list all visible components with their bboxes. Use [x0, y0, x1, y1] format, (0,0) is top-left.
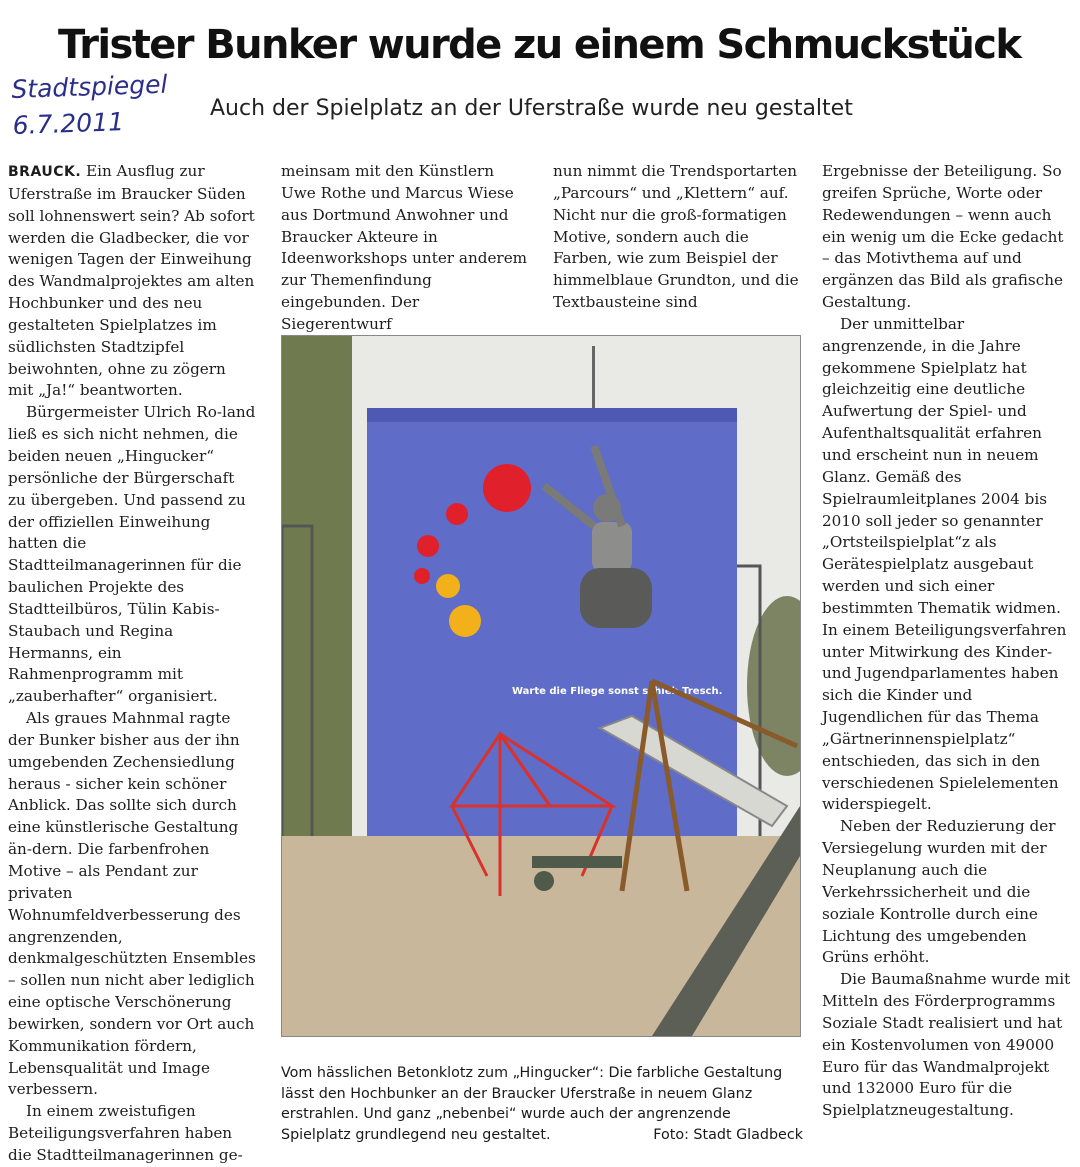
handwritten-source: Stadtspiegel: [10, 69, 168, 105]
trees-left: [282, 336, 352, 836]
paint-splash: [483, 464, 531, 512]
bunker-roof: [367, 408, 737, 422]
paragraph-10: Die Baumaßnahme wurde mit Mitteln des Förderprogramms Soziale Stadt realisiert und hat ein Kostenvolumen von 49000 Euro für das Wandmalprojekt und 132000 Euro für die Spielplatzneugestaltung.: [822, 970, 1071, 1120]
bunker-photo: [281, 335, 801, 1037]
paragraph-7: Ergebnisse der Beteiligung. So greifen Sprüche, Worte oder Redewendungen – wenn auch ein wenig um die Ecke gedacht – das Motivthema auf und ergänzen das Bild als grafische Gestaltung.: [822, 162, 1064, 312]
article-column-1: [8, 161, 256, 1167]
bunker-wall: [367, 414, 737, 846]
paint-splash: [449, 605, 481, 637]
paragraph-2: Bürgermeister Ulrich Ro-land ließ es sich nicht nehmen, die beiden neuen „Hingucker“ persönliche der Bürgerschaft zu übergeben. Und passend zu der offiziellen Einweihung hatten die Stadtteilmanagerinnen für die baulichen Projekte des Stadtteilbüros, Tülin Kabis-Staubach und Regina Hermanns, ein Rahmenprogramm mit „zauberhafter“ organisiert.: [8, 403, 256, 706]
paint-splash: [417, 535, 439, 557]
paragraph-9: Neben der Reduzierung der Versiegelung wurden mit der Neuplanung auch die Verkehrssicherheit und die soziale Kontrolle durch eine Lichtung des umgebenden Grüns erhöht.: [822, 817, 1056, 967]
article-column-4: [822, 161, 1072, 1122]
mural-lettering: Warte die Fliege sonst schieb Tresch.: [512, 686, 723, 697]
handwritten-note: [11, 64, 243, 144]
article-column-2: [281, 161, 533, 336]
article-column-3: [553, 161, 801, 314]
paragraph-1: [8, 161, 256, 402]
subtitle: Auch der Spielplatz an der Uferstraße wurde neu gestaltet: [210, 96, 853, 121]
paragraph-3: Als graues Mahnmal ragte der Bunker bisher aus der ihn umgebenden Zechensiedlung heraus - sicher kein schöner Anblick. Das sollte sich durch eine künstlerische Gestaltung än-dern. Die farbenfrohen Motive – als Pendant zur privaten Wohnumfeldverbesserung des angrenzenden, denkmalgeschützten Ensembles – sollen nun nicht aber lediglich eine optische Verschönerung bewirken, sondern vor Ort auch Kommunikation fördern, Lebensqualität und Image verbessern.: [8, 709, 256, 1099]
handwritten-date: 6.7.2011: [12, 107, 125, 140]
photo-credit: Foto: Stadt Gladbeck: [653, 1126, 803, 1143]
headline: Trister Bunker wurde zu einem Schmuckstück: [58, 22, 1021, 68]
paragraph-4: In einem zweistufigen Beteiligungsverfahren haben die Stadtteilmanagerinnen ge-: [8, 1102, 243, 1164]
antenna: [592, 346, 595, 416]
paint-splash: [436, 574, 460, 598]
paint-splash: [446, 503, 468, 525]
paragraph-5: meinsam mit den Künstlern Uwe Rothe und Marcus Wiese aus Dortmund Anwohner und Braucker Akteure in Ideenworkshops unter anderem zur Themenfindung eingebunden. Der Siegerentwurf: [281, 162, 528, 333]
paragraph-8: Der unmittelbar angrenzende, in die Jahre gekommene Spielplatz hat gleichzeitig eine deutliche Aufwertung der Spiel- und Aufenthaltsqualität erfahren und erscheint nun in neuem Glanz. Gemäß des Spielraumleitplanes 2004 bis 2010 soll jeder so genannter „Ortsteilspielplat“z als Gerätespielplatz ausgebaut werden und sich einer bestimmten Thematik widmen. In einem Beteiligungsverfahren unter Mitwirkung des Kinder- und Jugendparlamentes haben sich die Kinder und Jugendlichen für das Thema „Gärtnerinnenspielplatz“ entschieden, das sich in den verschiedenen Spielelementen widerspiegelt.: [822, 314, 1067, 814]
caption-text: Vom hässlichen Betonklotz zum „Hingucker“: Die farbliche Gestaltung lässt den Hochbunker an der Braucker Uferstraße in neuem Glanz erstrahlen. Und ganz „nebenbei“ wurde auch der angrenzende Spielplatz grundlegend neu gestaltet.: [281, 1065, 783, 1143]
paragraph-6: nun nimmt die Trendsportarten „Parcours“ und „Klettern“ auf. Nicht nur die groß-formatigen Motive, sondern auch die Farben, wie zum Beispiel der himmelblaue Grundton, und die Textbausteine sind: [553, 162, 799, 312]
dateline: BRAUCK.: [8, 164, 82, 180]
photo-caption: [281, 1063, 803, 1145]
paint-splash: [414, 568, 430, 584]
paragraph-1-text: Ein Ausflug zur Uferstraße im Braucker Süden soll lohnenswert sein? Ab sofort werden die Gladbecker, die vor wenigen Tagen der Einweihung des Wandmalprojektes am alten Hochbunker und des neu gestalteten Spielplatzes im südlichsten Stadtzipfel beiwohnten, ohne zu zögern mit „Ja!“ beantworten.: [8, 162, 255, 400]
